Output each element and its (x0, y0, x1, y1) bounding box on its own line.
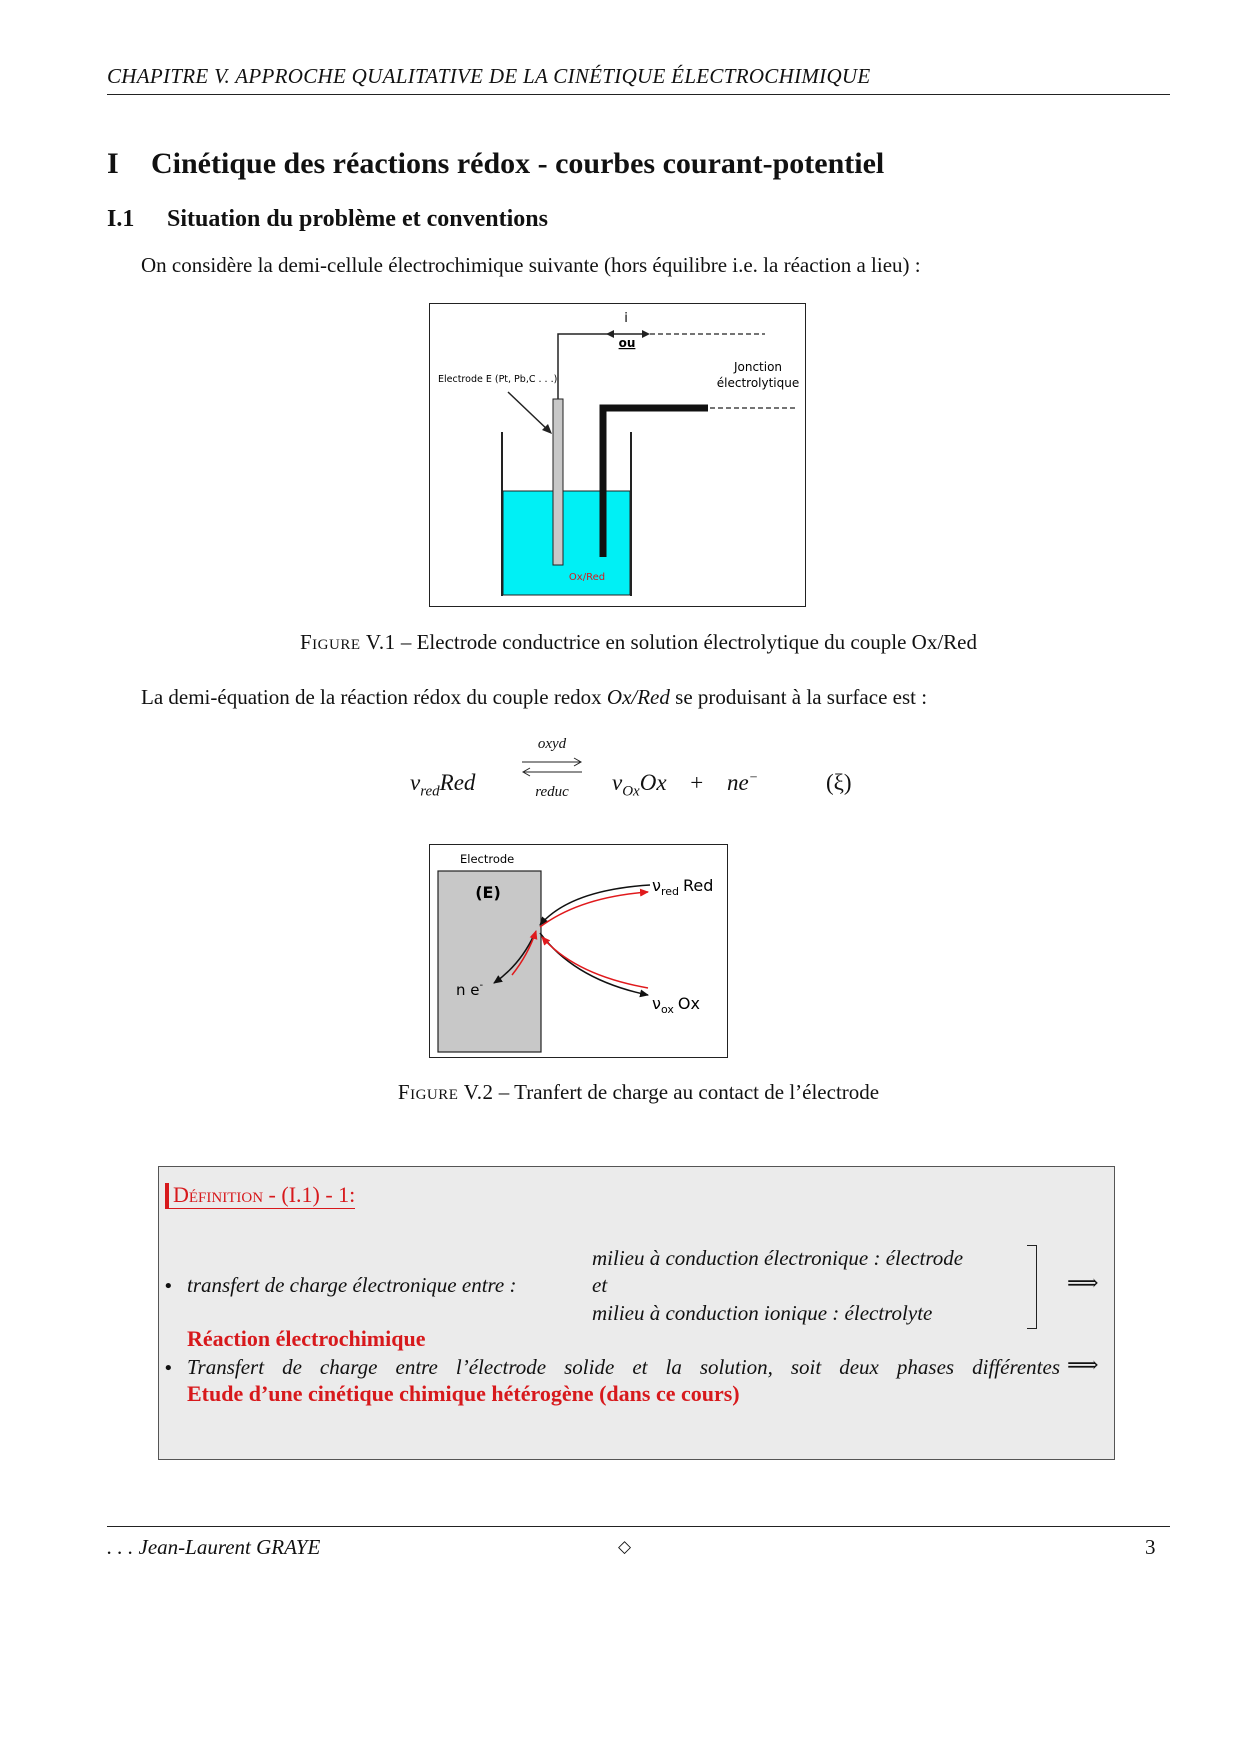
electrode-wire (558, 334, 606, 399)
definition-title-prefix: Définition (173, 1182, 264, 1207)
footer-author: . . . Jean-Laurent GRAYE (107, 1535, 321, 1559)
figure-2-caption (107, 1080, 1170, 1105)
footer-diamond-icon: ◇ (618, 1537, 632, 1556)
current-arrowhead-right (642, 330, 650, 338)
bullet-1-lead: transfert de charge électronique entre : (187, 1273, 517, 1297)
figure-1-diagram (430, 304, 805, 606)
figure-2 (429, 844, 728, 1058)
label-ne: n e- (456, 980, 484, 999)
redox-equation-right (612, 770, 758, 801)
arrow-ox-to-electrode (542, 937, 648, 988)
label-jonction: Jonction (733, 360, 783, 374)
subsection-number: I.1 (107, 206, 135, 232)
eq-nu-red: ν (410, 770, 421, 795)
eq-ox: Ox (639, 770, 667, 795)
electrolyte-solution (503, 491, 630, 595)
demi-eq-text-after: se produisant à la surface est : (669, 685, 928, 709)
definition-title-suffix: - (I.1) - 1: (263, 1182, 356, 1207)
header-rule (107, 94, 1170, 95)
figure-2-diagram (430, 845, 727, 1057)
implies-arrow-1: ⟹ (1067, 1271, 1099, 1296)
demi-equation-paragraph (141, 685, 927, 710)
label-electrode: Electrode E (Pt, Pb,C . . .) (438, 374, 558, 385)
figure-1 (429, 303, 806, 607)
arrow-red-to-electrode (540, 885, 650, 925)
demi-eq-text-before: La demi-équation de la réaction rédox du couple redox (141, 685, 607, 709)
bullet-1-bracket (1027, 1245, 1037, 1329)
eq-electrons: ne (727, 770, 749, 795)
eq-tag: (ξ) (826, 770, 852, 795)
bullet-1-marker: • (163, 1276, 174, 1297)
current-arrowhead-left (606, 330, 614, 338)
footer-rule (107, 1526, 1170, 1527)
eq-red: Red (439, 770, 476, 795)
eq-arrow-bottom-label: reduc (535, 784, 569, 800)
eq-double-arrow (520, 754, 584, 784)
implies-arrow-2: ⟹ (1067, 1353, 1099, 1378)
figure-2-caption-prefix: Figure V.2 (397, 1080, 494, 1104)
bullet-1-line-3: milieu à conduction ionique : électrolyte (592, 1301, 933, 1325)
intro-paragraph: On considère la demi-cellule électrochimique suivante (hors équilibre i.e. la réaction a lieu) : (141, 253, 921, 277)
redox-equation-left (410, 770, 475, 801)
eq-sup-minus: − (748, 770, 759, 786)
result-2: Etude d’une cinétique chimique hétérogène (dans ce cours) (187, 1381, 740, 1406)
eq-plus: + (690, 770, 704, 795)
arrow-electrode-to-ox (540, 933, 648, 995)
bullet-2-text: Transfert de charge entre l’électrode solide et la solution, soit deux phases différentes (187, 1355, 1060, 1379)
label-ox-red: Ox/Red (568, 572, 606, 583)
bullet-2-marker: • (163, 1358, 174, 1379)
figure-1-caption-text: – Electrode conductrice en solution électrolytique du couple Ox/Red (395, 630, 977, 654)
demi-eq-couple: Ox/Red (606, 685, 670, 709)
label-electrode-fig2: Electrode (460, 852, 515, 866)
definition-title (165, 1182, 355, 1209)
eq-sub-red: red (420, 783, 440, 800)
electrode-E (553, 399, 563, 565)
redox-equation-arrows (520, 736, 584, 806)
subsection-title-text: Situation du problème et conventions (167, 206, 548, 232)
label-electrolytique: électrolytique (716, 376, 800, 390)
definition-box (158, 1166, 1115, 1460)
figure-1-caption-prefix: Figure V.1 (300, 630, 396, 654)
bullet-1-line-2: et (592, 1273, 608, 1297)
eq-nu-ox: ν (612, 770, 623, 795)
figure-1-caption (107, 630, 1170, 655)
subsection-title (107, 206, 548, 233)
figure-2-caption-text: – Tranfert de charge au contact de l’électrode (493, 1080, 880, 1104)
label-i: i (624, 311, 628, 326)
label-ou: ou (618, 336, 636, 350)
label-nu-ox-ox: $\nu_{ox}$ Ox (652, 994, 700, 1016)
section-title-text: Cinétique des réactions rédox - courbes courant-potentiel (151, 147, 885, 180)
arrow-electrode-to-red (540, 892, 648, 927)
eq-sub-ox: Ox (622, 783, 640, 800)
section-number: I (107, 147, 119, 180)
result-1: Réaction électrochimique (187, 1326, 426, 1351)
bullet-1-line-1: milieu à conduction électronique : électrode (592, 1246, 964, 1270)
section-title (107, 147, 884, 181)
electrode-pointer-line (508, 392, 550, 432)
label-E: (E) (475, 883, 501, 902)
running-header: CHAPITRE V. APPROCHE QUALITATIVE DE LA CINÉTIQUE ÉLECTROCHIMIQUE (107, 64, 871, 88)
eq-arrow-top-label: oxyd (537, 736, 567, 752)
label-nu-red-red: $\nu_{red}$ Red (652, 876, 714, 898)
page-number: 3 (1145, 1535, 1156, 1559)
